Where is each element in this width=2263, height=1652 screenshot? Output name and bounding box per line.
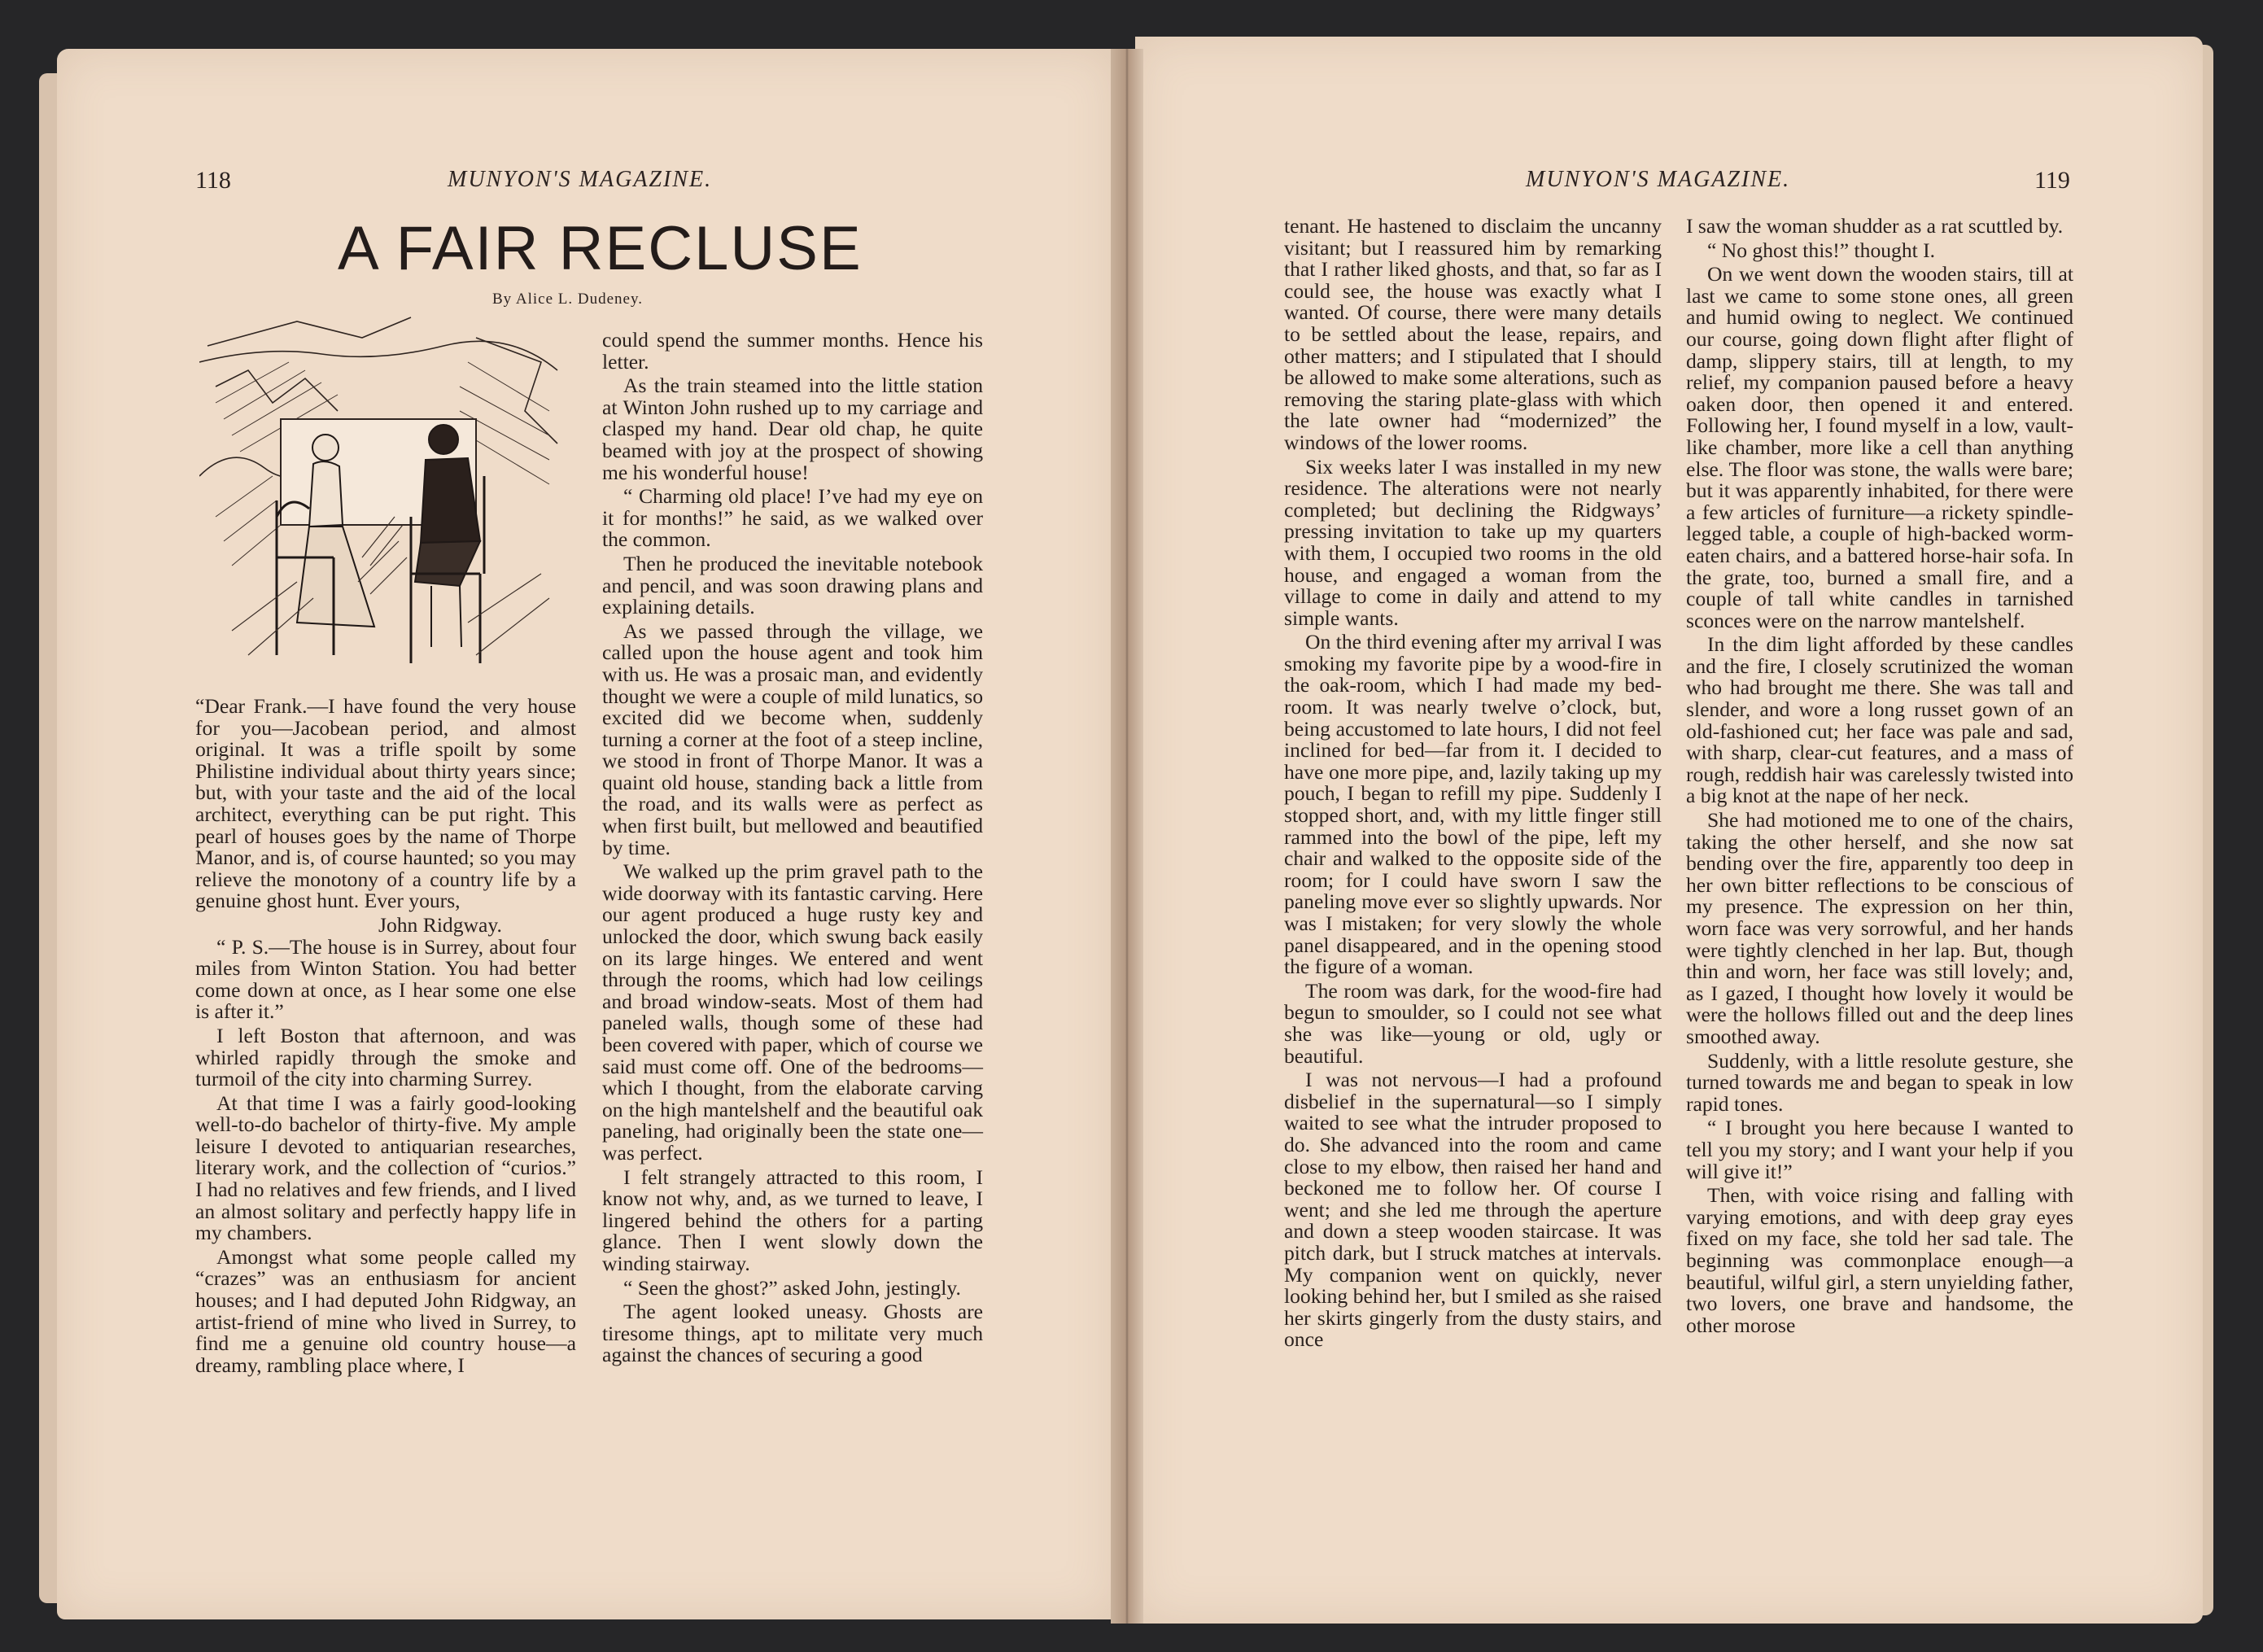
page-number-left: 118 (195, 167, 231, 194)
paragraph: In the dim light afforded by these candles and the fire, I closely scrutinized the woman who had brought me there. She was tall and slender, and wore a long russet gown of an old-fashioned cut; her face was pale and sad, with sharp, clear-cut features, and a mass of rough, reddish hair was carelessly twisted into a big knot at the nape of her neck. (1686, 632, 2073, 808)
letter-body: “Dear Frank.—I have found the very house for you—Jacobean period, and almost original. It was a trifle spoilt by some Philistine individual about thirty years since; but, with your taste and the aid of the local architect, everything can be put right. This pearl of houses goes by the name of Thorpe Manor, and is, of course haunted; so you may relieve the monotony of a country life by a genuine ghost hunt. Ever yours, (195, 694, 576, 913)
article-title: A FAIR RECLUSE (338, 214, 863, 283)
paragraph: Then, with voice rising and falling with varying emotions, and with deep gray eyes fixed on my face, she told her sad tale. The beginning was commonplace enough—a beautiful, wilful girl, a stern unyielding father, two lovers, one brave and handsome, the other morose (1686, 1183, 2073, 1337)
paragraph: I left Boston that afternoon, and was whirled rapidly through the smoke and turmoil of the city into charming Surrey. (195, 1023, 576, 1091)
paragraph: On the third evening after my arrival I was smoking my favorite pipe by a wood-fire in the oak-room, which I had made my bed-room. It was nearly twelve o’clock, but, being accustomed to late hours, I did not feel inclined for bed—far from it. I decided to have one more pipe, and, lazily taking up my pouch, I began to refill my pipe. Suddenly I stopped short, and, with my little finger still rammed into the bowl of the pipe, left my chair and walked to the opposite side of the room; for I could have sworn I saw the paneling move ever so slightly upwards. Nor was I mistaken; for very slowly the whole panel disappeared, and in the opening stood the figure of a woman. (1284, 630, 1662, 979)
paragraph: I saw the woman shudder as a rat scuttled by. (1686, 214, 2064, 238)
paragraph: The room was dark, for the wood-fire had begun to smoulder, so I could not see what she was like—young or old, ugly or beautiful. (1284, 978, 1662, 1068)
paragraph: “ P. S.—The house is in Surrey, about four miles from Winton Station. You had better come down at once, as I hear some one else is after it.” (195, 934, 576, 1024)
right-column-1 (1284, 216, 1662, 1353)
paragraph: Six weeks later I was installed in my new residence. The alterations were not nearly completed; but declining the Ridgways’ pressing invitation to take up my quarters with them, I occupied two rooms in the old house, and engaged a woman from the village to come in daily and attend to my simple wants. (1284, 454, 1662, 630)
page-number-right: 119 (2034, 167, 2070, 194)
paragraph: could spend the summer months. Hence his letter. (602, 328, 983, 374)
paragraph: As the train steamed into the little station at Winton John rushed up to my carriage and clasped my hand. Dear old chap, he quite beamed with joy at the prospect of showing me his wonderful house! (602, 374, 983, 484)
book-gutter (1111, 49, 1143, 1624)
paragraph: She had motioned me to one of the chairs, taking the other herself, and she now sat bending over the fire, apparently too deep in her own bitter reflections to be conscious of my presence. The expression on her thin, worn face was very sorrowful, and her hands were tightly clenched in her lap. But, though thin and worn, her face was still lovely; and, as I gazed, I thought how lovely it would be were the hollows filled out and the deep lines smoothed away. (1686, 808, 2073, 1048)
paragraph: At that time I was a fairly good-looking well-to-do bachelor of thirty-five. My ample leisure I devoted to antiquarian researches, literary work, and the collection of “curios.” I had no relatives and few friends, and I lived an almost solitary and perfectly happy life in my chambers. (195, 1090, 576, 1245)
running-head-right: MUNYON'S MAGAZINE. (1526, 167, 1791, 192)
left-column-2 (602, 330, 983, 1369)
sketch-illustration (199, 313, 566, 680)
paragraph: Amongst what some people called my “crazes” was an enthusiasm for ancient houses; and I had deputed John Ridgway, an artist-friend of mine who lived in Surrey, to find me a genuine old country house—a dreamy, rambling place where, I (195, 1244, 576, 1377)
paragraph: We walked up the prim gravel path to the wide doorway with its fantastic carving. Here our agent produced a huge rusty key and unlocked the door, which swung back easily on its large hinges. We entered and went through the rooms, which had low ceilings and broad window-seats. Most of them had paneled walls, though some of these had been covered with paper, which of course we said must come off. One of the bedrooms—which I thought, from the elaborate carving on the high mantelshelf and the beautiful oak paneling, had originally been the state one—was perfect. (602, 859, 983, 1165)
paragraph: Suddenly, with a little resolute gesture, she turned towards me and began to speak in low rapid tones. (1686, 1048, 2073, 1116)
paragraph: I felt strangely attracted to this room, I know not why, and, as we turned to leave, I lingered behind the others for a parting glance. Then I went slowly down the winding stairway. (602, 1165, 983, 1275)
paragraph: Then he produced the inevitable notebook and pencil, and was soon drawing plans and explaining details. (602, 551, 983, 619)
paragraph: On we went down the wooden stairs, till at last we came to some stone ones, all green and humid owing to neglect. We continued our course, going down flight after flight of damp, slippery stairs, till at length, to my relief, my companion paused before a heavy oaken door, then opened it and entered. Following her, I found myself in a low, vault-like chamber, more like a cell than anything else. The floor was stone, the walls were bare; but it was apparently inhabited, for there were a few articles of furniture—a rickety spindle-legged table, a couple of high-backed worm-eaten chairs, and a battered horse-hair sofa. In the grate, too, burned a small fire, and a couple of tall white candles in tarnished sconces were on the narrow mantelshelf. (1686, 262, 2073, 632)
running-head-left: MUNYON'S MAGAZINE. (448, 167, 713, 192)
paragraph: As we passed through the village, we called upon the house agent and took him with us. He was a prosaic man, and evidently thought we were a couple of mild lunatics, so excited did we become when, suddenly turning a corner at the foot of a steep incline, we stood in front of Thorpe Manor. It was a quaint old house, standing back a little from the road, and its walls were as perfect as when first built, but mellowed and beautified by time. (602, 618, 983, 859)
paragraph: tenant. He hastened to disclaim the uncanny visitant; but I reassured him by remarking that I rather liked ghosts, and that, so far as I could see, the house was exactly what I wanted. Of course, there were many details to be settled about the lease, repairs, and other matters; and I stipulated that I should be allowed to make some alterations, such as removing the staring plate-glass with which the late owner had “modernized” the windows of the lower rooms. (1284, 214, 1662, 454)
paragraph: I was not nervous—I had a profound disbelief in the supernatural—so I simply waited to see what the intruder proposed to do. She advanced into the room and came close to my elbow, then raised her hand and beckoned me to follow her. Of course I went; and she led me through the aperture and down a steep wooden staircase. It was pitch dark, but I struck matches at intervals. My companion went on quickly, never looking behind her, but I smiled as she raised her skirts gingerly from the dusty stairs, and once (1284, 1068, 1662, 1352)
paragraph: “ Charming old place! I’ve had my eye on it for months!” he said, as we walked over the common. (602, 484, 983, 552)
left-column-1 (195, 696, 576, 1379)
paragraph: “ I brought you here because I wanted to tell you my story; and I want your help if you will give it!” (1686, 1116, 2073, 1183)
letter-signature: John Ridgway. (378, 912, 502, 937)
paragraph: “ Seen the ghost?” asked John, jestingly. (623, 1275, 961, 1300)
article-byline: By Alice L. Dudeney. (492, 291, 643, 308)
right-column-2 (1686, 216, 2073, 1339)
paragraph: “ No ghost this!” thought I. (1707, 238, 1936, 262)
paragraph: The agent looked uneasy. Ghosts are tiresome things, apt to militate very much against the chances of securing a good (602, 1300, 983, 1367)
